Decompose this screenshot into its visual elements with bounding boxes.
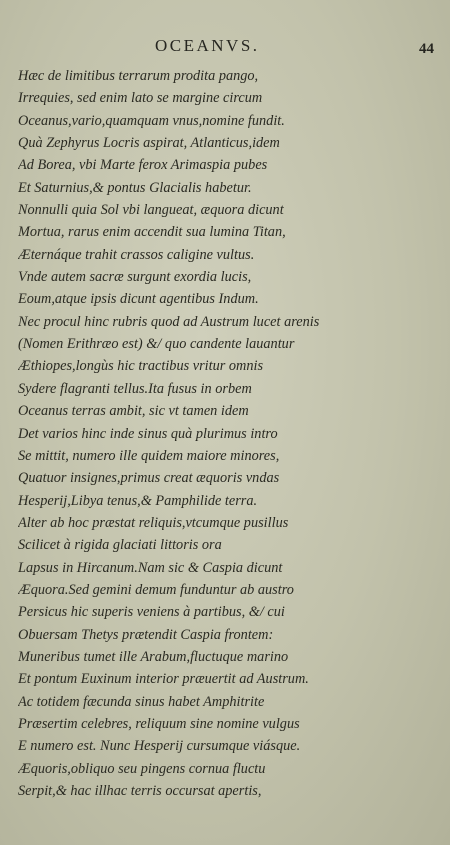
verse-line: Scilicet à rigida glaciati littoris ora (18, 537, 222, 554)
verse-line: Et Saturnius,& pontus Glacialis habetur. (18, 179, 252, 196)
verse-line: Æternáque trahit crassos caligine vultus. (18, 246, 255, 263)
verse-line: Vnde autem sacræ surgunt exordia lucis, (18, 269, 252, 286)
verse-line: (Nomen Erithræo est) &/ quo candente lauantur (18, 336, 295, 353)
running-title: OCEANVS. (155, 36, 260, 55)
verse-line: Nec procul hinc rubris quod ad Austrum lucet arenis (18, 313, 320, 330)
verse-line: Det varios hinc inde sinus quà plurimus intro (18, 425, 278, 442)
verse-line: Irrequies, sed enim lato se margine circum (18, 90, 263, 107)
page-header (0, 36, 450, 62)
verse-line: Quatuor insignes,primus creat æquoris vndas (18, 470, 280, 487)
verse-line: Hæc de limitibus terrarum prodita pango, (18, 68, 259, 84)
verse-line: E numero est. Nunc Hesperij cursumque viásque. (18, 738, 301, 755)
verse-line: Nonnulli quia Sol vbi langueat, æquora dicunt (18, 202, 284, 219)
verse-line: Æquora.Sed gemini demum funduntur ab austro (18, 581, 294, 598)
verse-line: Et pontum Euxinum interior præuertit ad Austrum. (18, 671, 309, 688)
verse-line: Sydere flagranti tellus.Ita fusus in orbem (18, 380, 252, 397)
verse-line: Serpit,& hac illhac terris occursat apertis, (18, 783, 262, 799)
verse-line: Alter ab hoc præstat reliquis,vtcumque pusillus (18, 514, 289, 531)
verse-line: Muneribus tumet ille Arabum,fluctuque marino (18, 648, 289, 665)
verse-line: Hesperij,Libya tenus,& Pamphilide terra. (18, 492, 258, 509)
verse-line: Se mittit, numero ille quidem maiore minores, (18, 447, 280, 464)
verse-line: Persicus hic superis veniens à partibus, &/ cui (18, 604, 285, 621)
verse-line: Oceanus terras ambit, sic vt tamen idem (18, 403, 249, 420)
verse-line: Lapsus in Hircanum.Nam sic & Caspia dicunt (18, 559, 283, 576)
verse-line: Mortua, rarus enim accendit sua lumina Titan, (18, 224, 286, 241)
verse-line: Æquoris,obliquo seu pingens cornua fluctu (18, 760, 266, 777)
verse-text (18, 65, 446, 802)
verse-line: Obuersam Thetys prætendit Caspia frontem: (18, 626, 274, 643)
verse-line: Oceanus,vario,quamquam vnus,nomine fundit. (18, 112, 285, 129)
verse-line: Præsertim celebres, reliquum sine nomine vulgus (18, 715, 300, 732)
verse-line: Quà Zephyrus Locris aspirat, Atlanticus,idem (18, 135, 280, 152)
verse-line: Ac totidem fæcunda sinus habet Amphitrite (18, 693, 265, 710)
verse-line: Eoum,atque ipsis dicunt agentibus Indum. (18, 291, 259, 308)
page-number: 44 (419, 41, 434, 57)
verse-line: Ad Borea, vbi Marte ferox Arimaspia pubes (18, 157, 268, 174)
verse-line: Æthiopes,longùs hic tractibus vritur omnis (18, 358, 264, 375)
